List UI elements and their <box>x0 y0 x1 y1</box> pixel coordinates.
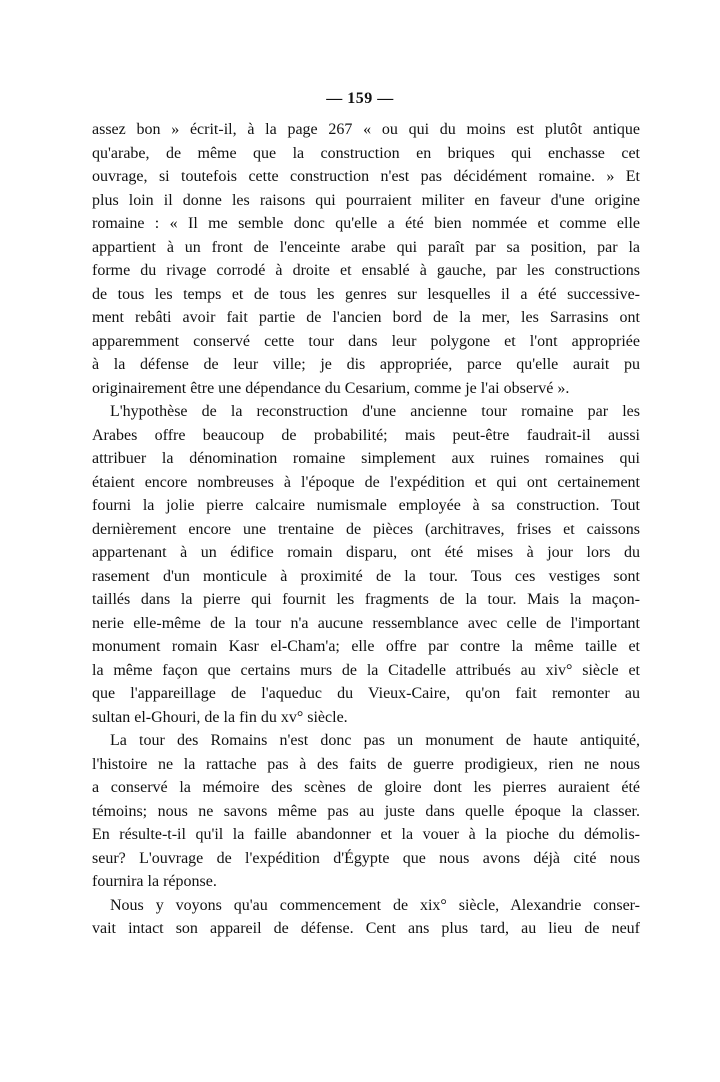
text-line: a conservé la mémoire des scènes de gloire dont les pierres auraient été <box>92 779 640 796</box>
text-line: appartenant à un édifice romain disparu, ont été mises à jour lors du <box>92 544 640 561</box>
page-number: — 159 — <box>326 90 394 107</box>
text-line: dernièrement encore une trentaine de pièces (architraves, frises et caissons <box>92 520 640 538</box>
text-line: vait intact son appareil de défense. Cent ans plus tard, au lieu de neuf <box>92 920 640 937</box>
text-line: qu'arabe, de même que la construction en briques qui enchasse cet <box>92 144 640 162</box>
text-line: attribuer la dénomination romaine simplement aux ruines romaines qui <box>92 450 640 467</box>
text-line: l'histoire ne la rattache pas à des faits de guerre prodigieux, rien ne nous <box>92 755 640 773</box>
text-line: rasement d'un monticule à proximité de la tour. Tous ces vestiges sont <box>92 567 640 585</box>
text-line: fourni la jolie pierre calcaire numismale employée à sa construction. Tout <box>92 497 640 514</box>
text-line: à la défense de leur ville; je dis appropriée, parce qu'elle aurait pu <box>92 356 640 373</box>
text-line: la même façon que certains murs de la Citadelle attribués au xiv° siècle et <box>92 661 640 679</box>
text-line: assez bon » écrit-il, à la page 267 « ou qui du moins est plutôt antique <box>92 121 640 138</box>
text-line: ouvrage, si toutefois cette construction n'est pas décidément romaine. » Et <box>92 168 640 185</box>
text-line: monument romain Kasr el-Cham'a; elle offre par contre la même taille et <box>92 638 640 655</box>
body-text <box>92 118 640 941</box>
paragraph-start-line: Nous y voyons qu'au commencement de xix° siècle, Alexandrie conser- <box>110 896 640 914</box>
text-line: apparemment conservé cette tour dans leur polygone et l'ont appropriée <box>92 332 640 350</box>
text-line: fournira la réponse. <box>92 873 217 890</box>
text-line: que l'appareillage de l'aqueduc du Vieux-Caire, qu'on fait remonter au <box>92 685 640 702</box>
text-line: En résulte-t-il qu'il la faille abandonner et la vouer à la pioche du démolis- <box>92 826 640 843</box>
text-line: seur? L'ouvrage de l'expédition d'Égypte que nous avons déjà cité nous <box>92 849 640 867</box>
text-line: appartient à un front de l'enceinte arabe qui paraît par sa position, par la <box>92 238 640 256</box>
text-line: étaient encore nombreuses à l'époque de l'expédition et qui ont certainement <box>92 473 640 491</box>
text-line: romaine : « Il me semble donc qu'elle a été bien nommée et comme elle <box>92 215 640 232</box>
paragraph-start-line: L'hypothèse de la reconstruction d'une ancienne tour romaine par les <box>110 403 640 420</box>
text-line: de tous les temps et de tous les genres sur lesquelles il a été successive- <box>92 285 640 303</box>
text-line: sultan el-Ghouri, de la fin du xv° siècle. <box>92 708 348 726</box>
text-line: forme du rivage corrodé à droite et ensablé à gauche, par les constructions <box>92 262 640 279</box>
text-line: ment rebâti avoir fait partie de l'ancien bord de la mer, les Sarrasins ont <box>92 309 640 326</box>
text-line: témoins; nous ne savons même pas au juste dans quelle époque la classer. <box>92 802 640 820</box>
text-line: plus loin il donne les raisons qui pourraient militer en faveur d'une origine <box>92 191 640 209</box>
text-line: nerie elle-même de la tour n'a aucune ressemblance avec celle de l'important <box>92 614 640 632</box>
paragraph-start-line: La tour des Romains n'est donc pas un monument de haute antiquité, <box>110 732 640 749</box>
text-line: taillés dans la pierre qui fournit les fragments de la tour. Mais la maçon- <box>92 591 640 608</box>
text-line: originairement être une dépendance du Cesarium, comme je l'ai observé ». <box>92 379 570 397</box>
text-line: Arabes offre beaucoup de probabilité; mais peut-être faudrait-il aussi <box>92 426 640 444</box>
